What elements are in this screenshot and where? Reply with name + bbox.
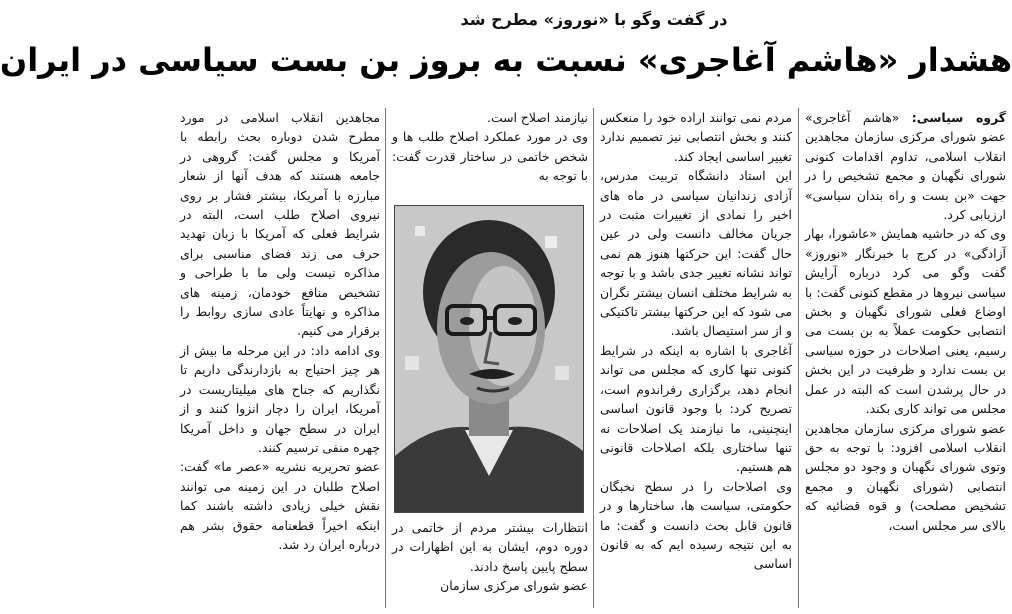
paragraph: این استاد دانشگاه تربیت مدرس، آزادی زندانیان سیاسی در ماه های اخیر را نمادی از تغییرات مثبت در جریان مخالف دانست ولی در عین حال گفت: این حرکتها هنوز هم نمی تواند نشانه تغییر جدی باشد و با توجه به شرایط مختلف انسان بیشتر نگران می شود که این حرکتها بیشتر تاکتیکی و از سر استیصال باشد. — [600, 168, 792, 339]
portrait-photo-icon — [395, 206, 583, 512]
article-column-1 — [805, 108, 1006, 608]
paragraph: عضو تحریریه نشریه «عصر ما» گفت: اصلاح طلبان در این زمینه می توانند نقش خیلی زیادی داشته باشند کما اینکه اخیراً قطعنامه حقوق بشر هم درباره ایران رد شد. — [180, 459, 380, 552]
article-column-2 — [600, 108, 792, 608]
paragraph: وی اصلاحات را در سطح نخبگان حکومتی، سیاست ها، ساختارها و در قانون قابل بحث دانست و گفت: ما به این نتیجه رسیده ایم که به قانون اساسی — [600, 478, 792, 572]
paragraph: وی در مورد عملکرد اصلاح طلب ها و شخص خاتمی در ساختار قدرت گفت: با توجه به — [392, 129, 588, 184]
paragraph: انتظارات بیشتر مردم از خاتمی در دوره دوم، ایشان به این اظهارات در سطح پایین پاسخ دادند. — [392, 520, 588, 574]
paragraph: آغاجری با اشاره به اینکه در شرایط کنونی تنها کاری که مجلس می تواند انجام دهد، برگزاری رفراندوم است، تصریح کرد: با وجود قانون اساسی اینچنینی، ما نیازمند یک اصلاحات نه تنها ساختاری بلکه اصلاحات قانونی هم هستیم. — [600, 342, 792, 475]
article-column-4 — [180, 108, 380, 608]
lead-label: گروه سیاسی: — [911, 110, 1006, 125]
column-divider — [593, 108, 594, 608]
paragraph: عضو شورای مرکزی سازمان مجاهدین انقلاب اسلامی افزود: با توجه به حق وتوی شورای نگهبان و وجود دو مجلس انتصابی (شورای نگهبان و مجمع تشخیص مصلحت) و قوه قضائیه که بالای سر مجلس است، — [805, 420, 1006, 533]
headline: هشدار «هاشم آغاجری» نسبت به بروز بن بست سیاسی در ایران — [0, 41, 1012, 79]
paragraph: وی که در حاشیه همایش «عاشورا، بهار آزادگی» در کرج با خبرنگار «نوروز» گفت وگو می کرد درباره آرایش سیاسی نیروها در مقطع کنونی گفت: با اوضاع فعلی شورای نگهبان و بخش انتصابی حکومت عملاً به بن بست می رسیم، یعنی اصلاحات در حوزه سیاسی بن بست ندارد و ظرفیت در این بخش در حال پرشدن است که البته در عمل مجلس می تواند کاری بکند. — [805, 226, 1006, 417]
kicker: در گفت وگو با «نوروز» مطرح شد — [460, 10, 728, 29]
paragraph: مجاهدین انقلاب اسلامی در مورد مطرح شدن دوباره بحث رابطه با آمریکا و مجلس گفت: گروهی در جامعه هستند که هدف آنها از شعار مبارزه با آمریکا، بیشتر فشار بر روی نیروی اصلاح طلب است، البته در شرایط فعلی که آمریکا با زبان تهدید حرف می زند فضای مناسبی برای مذاکره نیست ولی ما با طراحی و تشخیص منافع خودمان، زمینه های مذاکره و نهایتاً عادی سازی روابط را برقرار می کنیم. — [180, 110, 380, 339]
paragraph: مردم نمی توانند اراده خود را منعکس کنند و بخش انتصابی نیز تصمیم ندارد تغییر اساسی ایجاد کند. — [600, 110, 792, 164]
paragraph: عضو شورای مرکزی سازمان — [440, 578, 588, 594]
paragraph: نیازمند اصلاح است. — [487, 110, 588, 125]
column-divider — [385, 108, 386, 608]
paragraph: گروه سیاسی: «هاشم آغاجری» عضو شورای مرکزی سازمان مجاهدین انقلاب اسلامی، تداوم اقدامات کنونی شورای نگهبان و مجمع تشخیص را در جهت «بن بست و راه بندان سیاسی» ارزیابی کرد. — [805, 110, 1006, 223]
column-divider — [798, 108, 799, 608]
paragraph: وی ادامه داد: در این مرحله ما بیش از هر چیز احتیاج به بازدارندگی داریم تا نگذاریم که جناح های میلیتاریست در آمریکا، ایران را دچار انزوا کنند و از ایران در سطح جهان و داخل آمریکا چهره منفی ترسیم کنند. — [180, 342, 380, 455]
portrait-photo — [394, 205, 584, 513]
